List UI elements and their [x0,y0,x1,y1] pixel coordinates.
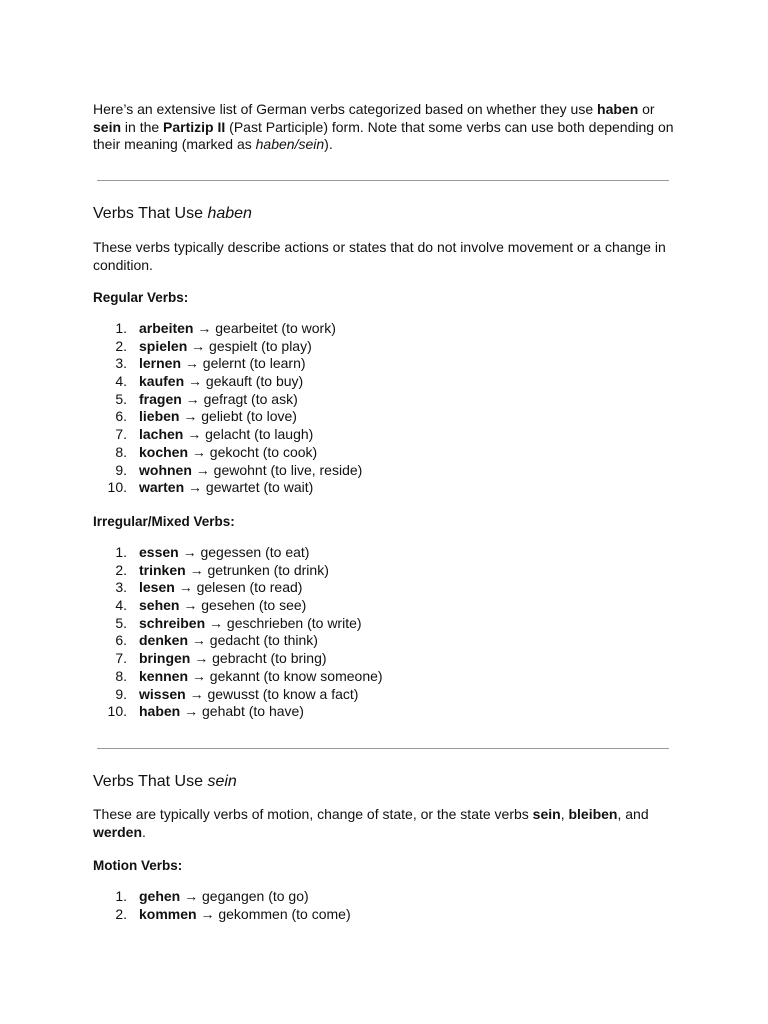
irregular-verbs-list [93,544,383,721]
list-item-participle: → gekommen (to come) [196,905,351,922]
list-item-number: 7. [115,426,127,443]
list-item [93,462,362,480]
list-item-verb: kommen [139,905,197,922]
heading-emphasis: haben [207,205,252,222]
list-item [93,597,383,615]
intro-partizip: Partizip II [163,118,226,135]
list-item-participle: → getrunken (to drink) [185,561,329,578]
list-item [93,373,362,391]
irregular-verbs-label: Irregular/Mixed Verbs: [93,514,235,529]
list-item-verb: schreiben [139,614,206,631]
list-item [93,686,383,704]
list-item-number: 2. [115,337,127,354]
heading-text: Verbs That Use [93,773,208,790]
list-item-verb: lachen [139,426,184,443]
heading-text: Verbs That Use [93,205,208,222]
list-item-verb: bringen [139,650,191,667]
regular-verbs-label: Regular Verbs: [93,290,189,305]
heading-emphasis: sein [207,773,237,790]
list-item-verb: arbeiten [139,320,194,336]
list-item [93,320,362,338]
list-item-number: 1. [115,544,127,560]
list-item-number: 2. [115,561,127,578]
list-item [93,579,383,597]
list-item-participle: → geliebt (to love) [179,408,297,425]
sein-description [93,806,683,841]
list-item-verb: warten [139,479,185,496]
list-item-participle: → gespielt (to play) [187,337,312,354]
heading-haben [93,204,252,224]
list-item-verb: lernen [139,355,182,372]
desc-sein: sein [532,806,561,822]
list-item-number: 7. [115,650,127,667]
list-item-number: 5. [115,614,127,631]
list-item [93,632,383,650]
list-item-participle: → gewartet (to wait) [184,479,314,496]
list-item-verb: sehen [139,597,180,614]
divider [97,748,669,749]
list-item-participle: → gearbeitet (to work) [193,320,336,336]
list-item-number: 6. [115,632,127,649]
list-item-number: 6. [115,408,127,425]
list-item-verb: kochen [139,443,189,460]
list-item-verb: wohnen [139,461,192,478]
list-item-number: 2. [115,905,127,922]
haben-description: These verbs typically describe actions or states that do not involve movement or a change in condition. [93,239,666,273]
intro-haben: haben [597,101,639,117]
list-item-verb: kennen [139,667,189,684]
list-item-participle: → gehabt (to have) [180,703,304,720]
intro-text: ). [324,136,333,153]
list-item-verb: lieben [139,408,180,425]
list-item-participle: → gekauft (to buy) [184,373,304,390]
list-item-verb: denken [139,632,189,649]
list-item-participle: → geschrieben (to write) [205,614,362,631]
list-item-participle: → gegessen (to eat) [178,544,310,560]
list-item-number: 1. [115,320,127,336]
list-item-number: 3. [115,579,127,596]
list-item-number: 10. [107,703,127,720]
list-item-participle: → gelesen (to read) [174,579,303,596]
list-item [93,338,362,356]
heading-sein [93,772,237,792]
list-item [93,544,383,562]
intro-text: or [638,101,655,117]
list-item-number: 9. [115,685,127,702]
list-item [93,444,362,462]
intro-haben-sein: haben/sein [255,136,325,153]
list-item-verb: kaufen [139,373,185,390]
list-item [93,408,362,426]
list-item [93,650,383,668]
list-item-participle: → gelernt (to learn) [181,355,306,372]
motion-verbs-list [93,888,351,923]
desc-text: , and [617,806,649,822]
list-item-participle: → gelacht (to laugh) [183,426,314,443]
desc-bleiben: bleiben [568,806,618,822]
motion-verbs-label: Motion Verbs: [93,858,183,873]
list-item [93,479,362,497]
list-item-verb: wissen [139,685,186,702]
intro-paragraph [93,101,683,154]
list-item-number: 1. [115,888,127,904]
list-item-participle: → gekocht (to cook) [188,443,318,460]
desc-text: , [560,806,569,822]
desc-text: These are typically verbs of motion, change of state, or the state verbs [93,806,533,822]
list-item-number: 8. [115,667,127,684]
list-item-number: 9. [115,461,127,478]
list-item-participle: → gesehen (to see) [179,597,307,614]
list-item [93,668,383,686]
list-item-verb: fragen [139,390,182,407]
list-item-participle: → gewohnt (to live, reside) [191,461,363,478]
list-item-participle: → gedacht (to think) [188,632,318,649]
list-item-participle: → gekannt (to know someone) [188,667,383,684]
desc-werden: werden [93,823,143,840]
list-item-number: 3. [115,355,127,372]
desc-text: . [142,823,146,840]
list-item-participle: → gegangen (to go) [180,888,309,904]
list-item [93,391,362,409]
list-item-number: 4. [115,373,127,390]
list-item-participle: → gewusst (to know a fact) [185,685,359,702]
list-item-verb: essen [139,544,179,560]
intro-text: in the [121,118,164,135]
list-item-verb: trinken [139,561,186,578]
list-item [93,615,383,633]
list-item [93,888,351,906]
list-item-number: 4. [115,597,127,614]
intro-sein: sein [93,118,122,135]
list-item-number: 10. [107,479,127,496]
list-item-participle: → gefragt (to ask) [181,390,298,407]
intro-text: (Past Participle) form. Note that some verbs can use both depending on their meaning (marked as [93,118,674,153]
list-item-verb: spielen [139,337,188,354]
list-item [93,703,383,721]
list-item-number: 8. [115,443,127,460]
intro-text: Here’s an extensive list of German verbs categorized based on whether they use [93,101,598,117]
list-item-participle: → gebracht (to bring) [190,650,327,667]
list-item [93,426,362,444]
list-item [93,355,362,373]
list-item [93,906,351,924]
list-item-number: 5. [115,390,127,407]
list-item-verb: lesen [139,579,175,596]
list-item-verb: gehen [139,888,181,904]
list-item [93,562,383,580]
divider [97,180,669,181]
list-item-verb: haben [139,703,181,720]
regular-verbs-list [93,320,362,497]
